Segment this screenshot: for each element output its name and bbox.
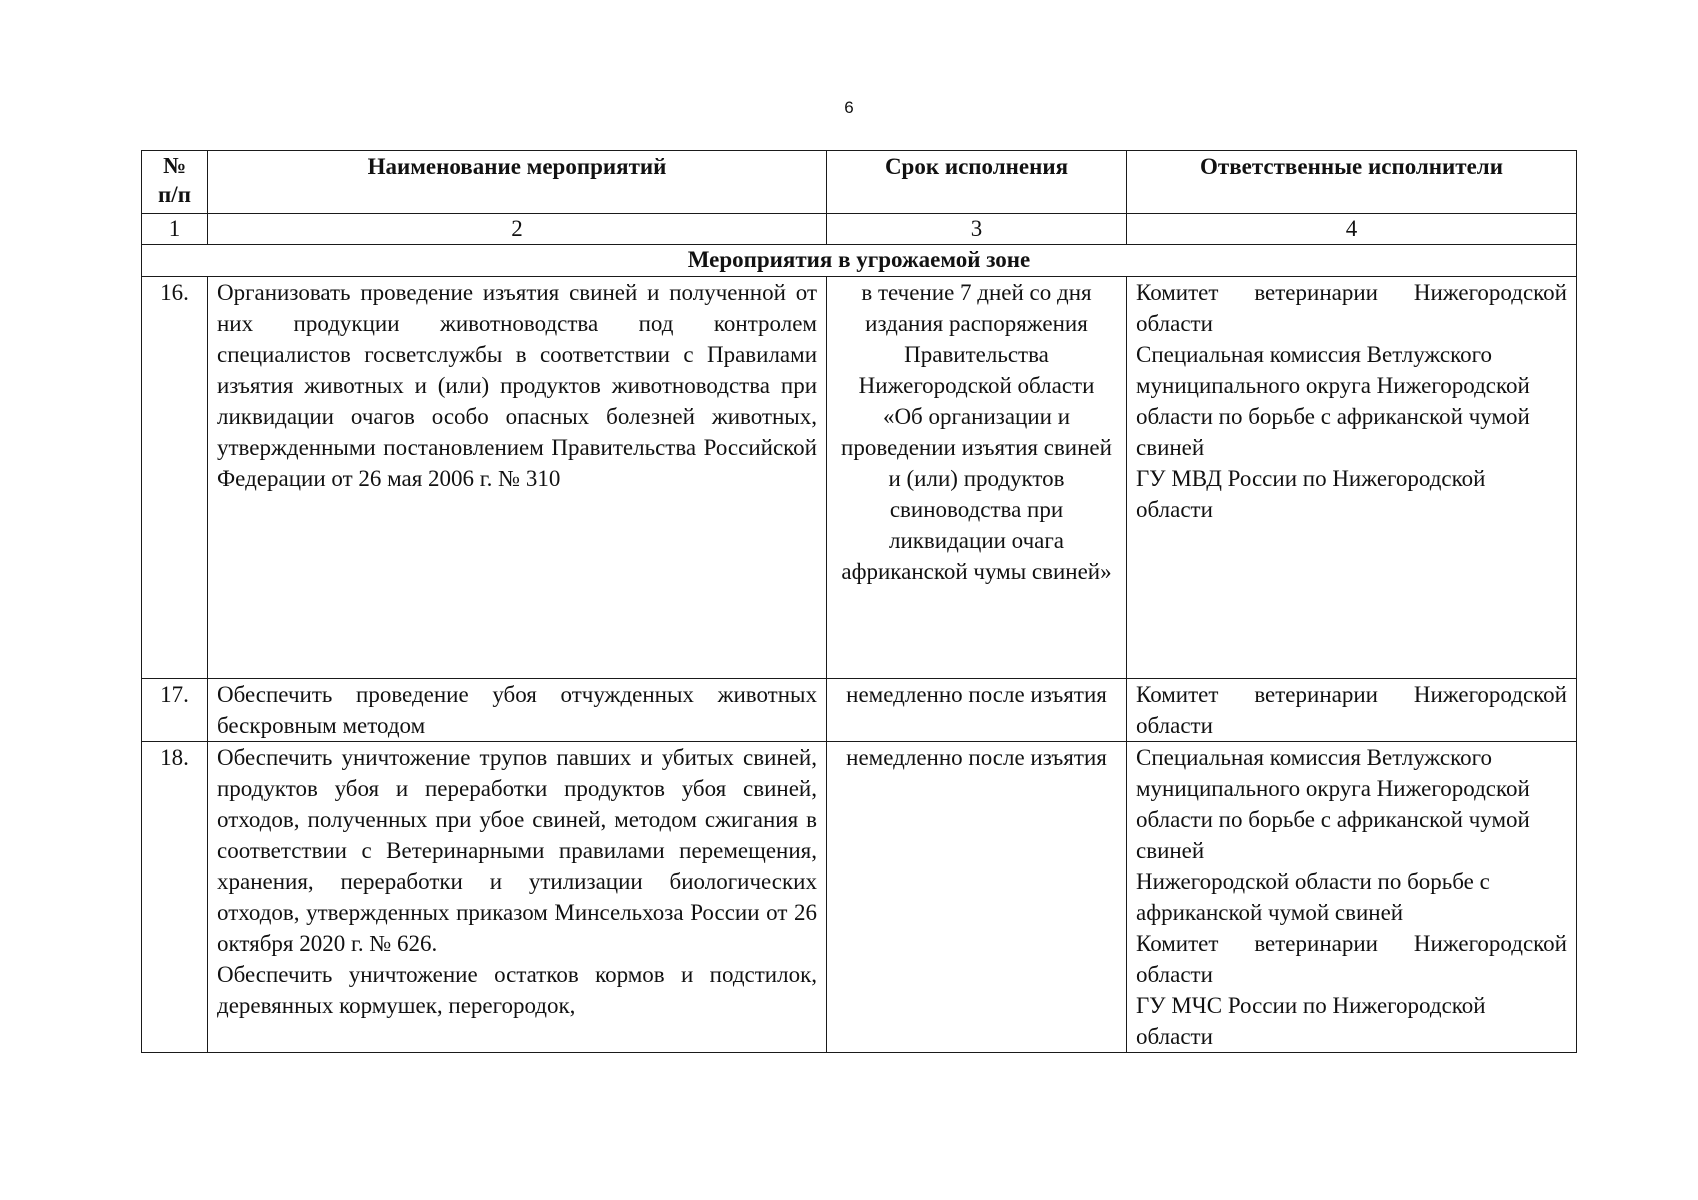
header-row <box>142 151 1577 214</box>
measures-table <box>141 150 1577 1053</box>
responsible-entry: ГУ МВД России по Нижегородской области <box>1136 466 1486 522</box>
measure-cell: Организовать проведение изъятия свиней и полученной от них продукции животноводства под контролем специалистов госветслужбы в соответствии с Правилами изъятия животных и (или) продуктов животноводства при ликвидации очагов особо опасных болезней животных, утвержденными постановлением Правительства Российской Федерации от 26 мая 2006 г. № 310 <box>208 277 827 679</box>
responsible-entry: ГУ МЧС России по Нижегородской области <box>1136 993 1486 1049</box>
table-row <box>142 679 1577 742</box>
responsible-cell <box>1127 742 1577 1053</box>
page-number: 6 <box>844 98 854 117</box>
row-number: 18. <box>142 742 208 1053</box>
responsible-entry: Специальная комиссия Ветлужского муниципального округа Нижегородской области по борьбе с африканской чумой свиней <box>1136 342 1530 460</box>
row-number: 16. <box>142 277 208 679</box>
column-number: 1 <box>142 214 208 245</box>
deadline-cell: немедленно после изъятия <box>827 679 1127 742</box>
header-responsible: Ответственные исполнители <box>1127 151 1577 214</box>
section-row <box>142 245 1577 277</box>
header-measure: Наименование мероприятий <box>208 151 827 214</box>
column-number: 2 <box>208 214 827 245</box>
responsible-cell <box>1127 277 1577 679</box>
measure-paragraph: Обеспечить уничтожение остатков кормов и подстилок, деревянных кормушек, перегородок, <box>217 962 817 1018</box>
column-number-row <box>142 214 1577 245</box>
responsible-entry: Нижегородской области по борьбе с африканской чумой свиней <box>1136 869 1490 925</box>
measure-cell: Обеспечить проведение убоя отчужденных животных бескровным методом <box>208 679 827 742</box>
deadline-cell: в течение 7 дней со дня издания распоряжения Правительства Нижегородской области «Об организации и проведении изъятия свиней и (или) продуктов свиноводства при ликвидации очага африканской чумы свиней» <box>827 277 1127 679</box>
responsible-entry: Комитет ветеринарии Нижегородской области <box>1136 931 1567 987</box>
responsible-entry: Специальная комиссия Ветлужского муниципального округа Нижегородской области по борьбе с африканской чумой свиней <box>1136 745 1530 863</box>
deadline-cell: немедленно после изъятия <box>827 742 1127 1053</box>
header-number: № п/п <box>142 151 208 214</box>
responsible-entry: Комитет ветеринарии Нижегородской области <box>1136 280 1567 336</box>
measure-cell <box>208 742 827 1053</box>
header-deadline: Срок исполнения <box>827 151 1127 214</box>
section-title: Мероприятия в угрожаемой зоне <box>142 245 1577 277</box>
responsible-entry: Комитет ветеринарии Нижегородской области <box>1136 682 1567 738</box>
table-row <box>142 742 1577 1053</box>
responsible-cell <box>1127 679 1577 742</box>
measure-paragraph: Обеспечить уничтожение трупов павших и убитых свиней, продуктов убоя и переработки продуктов убоя свиней, отходов, полученных при убое свиней, методом сжигания в соответствии с Ветеринарными правилами перемещения, хранения, переработки и утилизации биологических отходов, утвержденных приказом Минсельхоза России от 26 октября 2020 г. № 626. <box>217 745 817 956</box>
column-number: 4 <box>1127 214 1577 245</box>
row-number: 17. <box>142 679 208 742</box>
table-row <box>142 277 1577 679</box>
column-number: 3 <box>827 214 1127 245</box>
